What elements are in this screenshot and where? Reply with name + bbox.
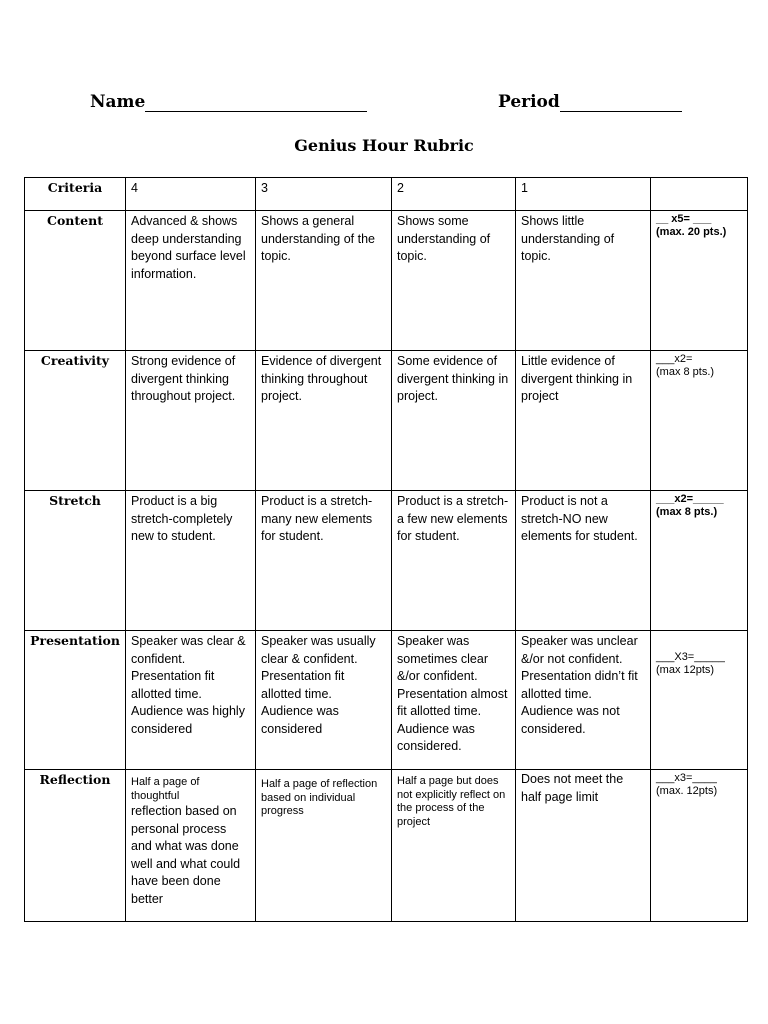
criteria-cell: Reflection bbox=[25, 770, 126, 922]
score-3-cell: Half a page of reflection based on individual progress bbox=[256, 770, 392, 922]
score-1-cell: Little evidence of divergent thinking in project bbox=[516, 351, 651, 491]
table-row bbox=[25, 631, 748, 770]
name-field bbox=[90, 92, 367, 112]
score-1-cell: Product is not a stretch-NO new elements for student. bbox=[516, 491, 651, 631]
points-header bbox=[651, 178, 748, 211]
score-4-text-b: reflection based on personal process and what was done well and what could have been done better bbox=[131, 804, 241, 906]
criteria-cell: Content bbox=[25, 211, 126, 351]
name-blank-line[interactable] bbox=[145, 94, 367, 112]
score-4-cell bbox=[126, 770, 256, 922]
table-row bbox=[25, 770, 748, 922]
name-label: Name bbox=[90, 92, 146, 112]
points-cell[interactable] bbox=[651, 631, 748, 770]
score-2-header: 2 bbox=[392, 178, 516, 211]
score-3-cell: Speaker was usually clear & confident. Presentation fit allotted time. Audience was considered bbox=[256, 631, 392, 770]
points-calculation: __ x5= ___ bbox=[656, 213, 712, 225]
points-max: (max. 20 pts.) bbox=[656, 226, 727, 238]
rubric-table bbox=[24, 177, 748, 922]
score-4-cell: Speaker was clear & confident. Presentation fit allotted time. Audience was highly considered bbox=[126, 631, 256, 770]
points-calculation: ___x2=_____ bbox=[656, 493, 724, 505]
score-1-cell: Shows little understanding of topic. bbox=[516, 211, 651, 351]
score-2-cell: Product is a stretch-a few new elements for student. bbox=[392, 491, 516, 631]
points-cell[interactable] bbox=[651, 491, 748, 631]
score-2-cell: Shows some understanding of topic. bbox=[392, 211, 516, 351]
period-blank-line[interactable] bbox=[560, 94, 682, 112]
score-1-cell: Speaker was unclear &/or not confident. Presentation didn’t fit allotted time. Audience was not considered. bbox=[516, 631, 651, 770]
score-4-cell: Product is a big stretch-completely new to student. bbox=[126, 491, 256, 631]
points-max: (max 8 pts.) bbox=[656, 506, 718, 518]
points-cell[interactable] bbox=[651, 770, 748, 922]
points-max: (max. 12pts) bbox=[656, 785, 718, 797]
score-2-cell: Speaker was sometimes clear &/or confident. Presentation almost fit allotted time. Audience was considered. bbox=[392, 631, 516, 770]
score-3-cell: Product is a stretch-many new elements for student. bbox=[256, 491, 392, 631]
points-cell[interactable] bbox=[651, 211, 748, 351]
period-field bbox=[498, 92, 682, 112]
score-2-cell: Some evidence of divergent thinking in project. bbox=[392, 351, 516, 491]
score-3-cell: Evidence of divergent thinking throughout project. bbox=[256, 351, 392, 491]
score-3-header: 3 bbox=[256, 178, 392, 211]
criteria-header: Criteria bbox=[25, 178, 126, 211]
score-1-header: 1 bbox=[516, 178, 651, 211]
table-row bbox=[25, 491, 748, 631]
score-2-cell: Half a page but does not explicitly reflect on the process of the project bbox=[392, 770, 516, 922]
table-header-row bbox=[25, 178, 748, 211]
table-row bbox=[25, 351, 748, 491]
score-4-header: 4 bbox=[126, 178, 256, 211]
points-calculation: ___x3=____ bbox=[656, 772, 717, 784]
points-calculation: ___x2= bbox=[656, 353, 693, 365]
criteria-cell: Creativity bbox=[25, 351, 126, 491]
score-1-cell: Does not meet the half page limit bbox=[516, 770, 651, 922]
score-3-cell: Shows a general understanding of the topic. bbox=[256, 211, 392, 351]
table-row bbox=[25, 211, 748, 351]
rubric-title: Genius Hour Rubric bbox=[294, 136, 474, 155]
score-4-cell: Advanced & shows deep understanding beyond surface level information. bbox=[126, 211, 256, 351]
period-label: Period bbox=[498, 92, 560, 112]
points-max: (max 12pts) bbox=[656, 664, 715, 676]
criteria-cell: Stretch bbox=[25, 491, 126, 631]
score-4-cell: Strong evidence of divergent thinking throughout project. bbox=[126, 351, 256, 491]
criteria-cell: Presentation bbox=[25, 631, 126, 770]
points-max: (max 8 pts.) bbox=[656, 366, 715, 378]
points-cell[interactable] bbox=[651, 351, 748, 491]
points-calculation: ___X3=_____ bbox=[656, 651, 725, 663]
score-4-text-a: Half a page of thoughtful bbox=[131, 776, 200, 802]
